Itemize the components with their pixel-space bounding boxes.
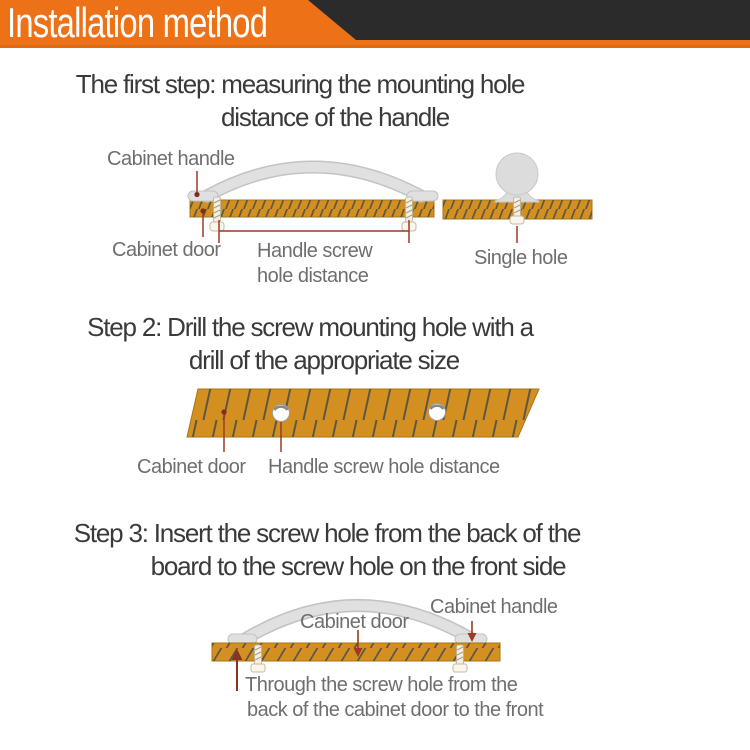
step2-drilled-hole-right	[429, 404, 446, 421]
step1-label-cabinet-door: Cabinet door	[112, 239, 221, 261]
step1-pointer-cabinet-door	[200, 208, 205, 237]
step1-knob-graphic	[495, 153, 539, 202]
step1-title-line2: distance of the handle	[220, 102, 450, 132]
step3-label-cabinet-door: Cabinet door	[300, 611, 409, 633]
step3-title-line1: Step 3: Insert the screw hole from the back of the	[73, 518, 581, 548]
step2-label-screw-hole-distance: Handle screw hole distance	[268, 456, 500, 478]
step3-label-through-line2: back of the cabinet door to the front	[247, 699, 544, 721]
step2-label-cabinet-door: Cabinet door	[137, 456, 246, 478]
header-dark-corner	[308, 0, 750, 40]
step1-label-screw-distance-line2: hole distance	[257, 265, 369, 287]
step2-cabinet-door-board	[187, 389, 539, 437]
step1-label-screw-distance-line1: Handle screw	[257, 240, 373, 262]
step1-pointer-cabinet-handle	[194, 171, 199, 197]
step1-cabinet-handle-graphic	[188, 167, 438, 201]
step3-title-line2: board to the screw hole on the front side	[150, 551, 566, 581]
step3-label-through-line1: Through the screw hole from the	[245, 674, 518, 696]
step3-label-cabinet-handle: Cabinet handle	[430, 596, 558, 618]
step1-title-line1: The first step: measuring the mounting hole	[75, 69, 525, 99]
step2-drilled-hole-left	[273, 405, 290, 422]
step1-cabinet-door-bar	[190, 200, 434, 217]
page-title: Installation method	[7, 0, 268, 46]
step1-label-cabinet-handle: Cabinet handle	[107, 148, 235, 170]
header-banner	[0, 0, 750, 48]
step2-title-line1: Step 2: Drill the screw mounting hole with a	[87, 312, 533, 342]
step2-diagram	[0, 380, 750, 460]
step1-label-single-hole: Single hole	[474, 247, 568, 269]
step2-title-line2: drill of the appropriate size	[188, 345, 460, 375]
